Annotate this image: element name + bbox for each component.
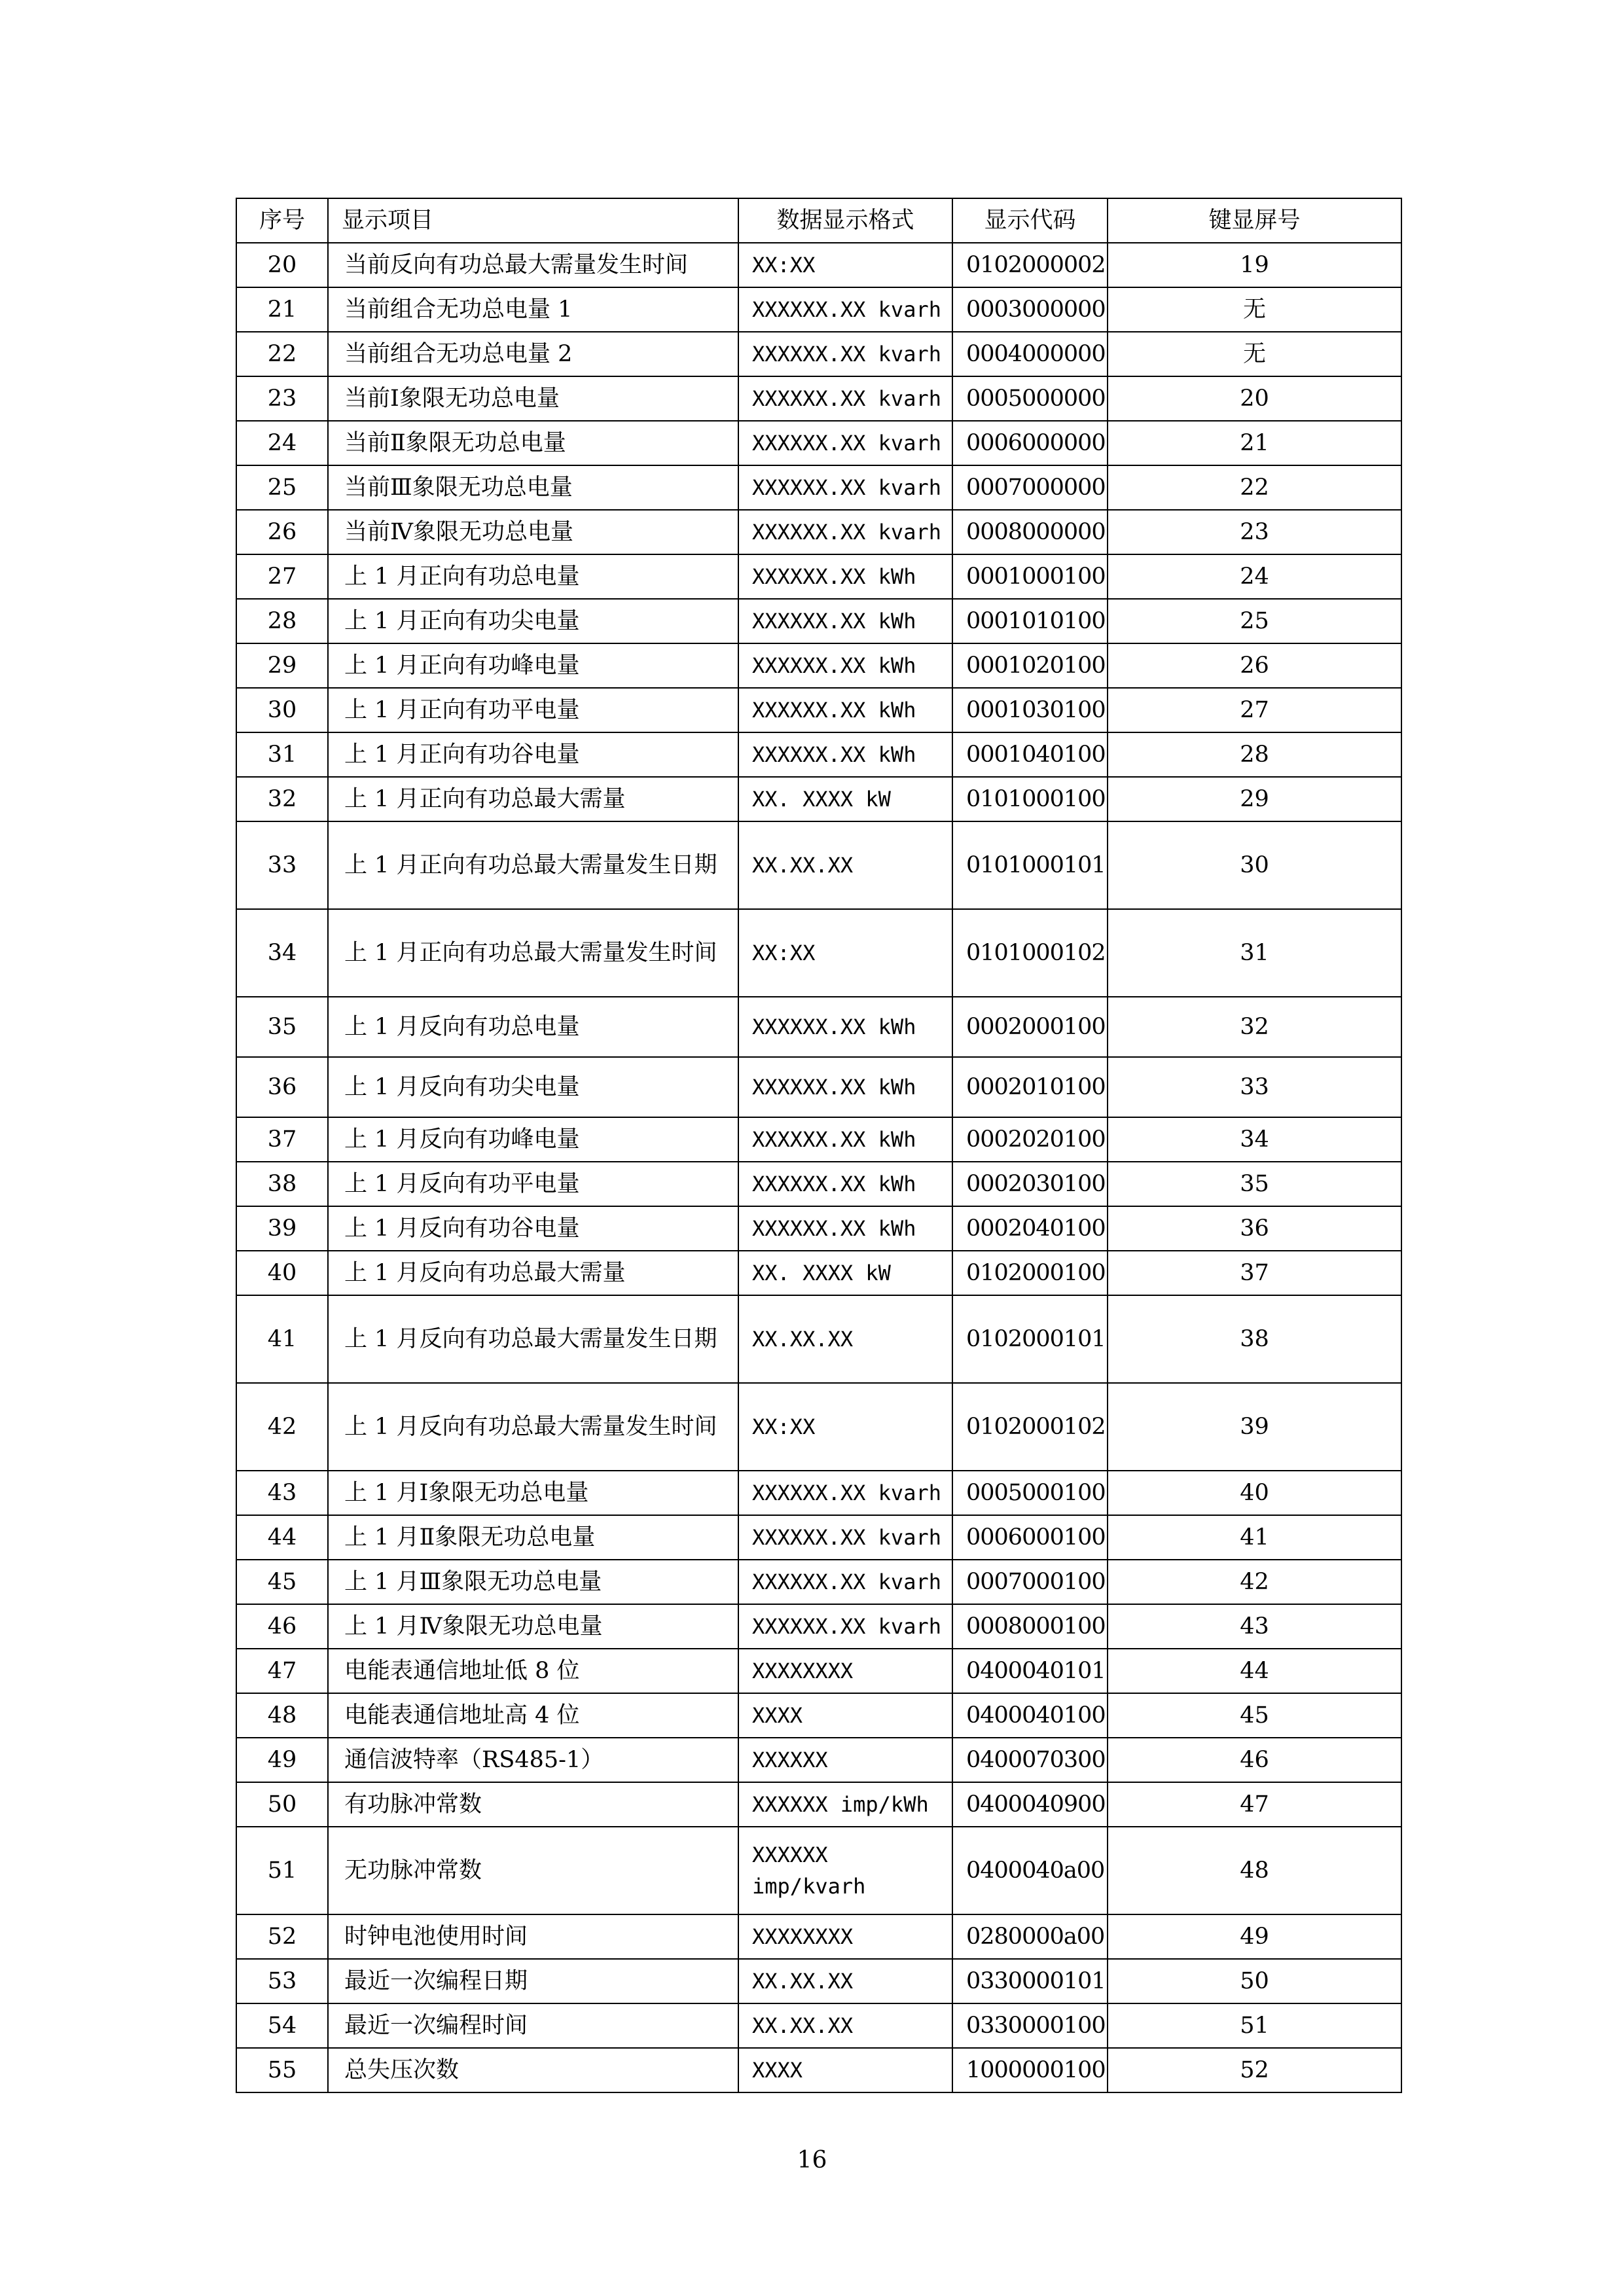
cell-item: 上 1 月反向有功平电量 xyxy=(328,1162,738,1206)
table-row xyxy=(236,1251,1401,1295)
cell-item: 上 1 月Ⅱ象限无功总电量 xyxy=(328,1515,738,1560)
cell-no: 51 xyxy=(236,1827,328,1914)
header-format: 数据显示格式 xyxy=(738,198,952,243)
cell-key: 19 xyxy=(1108,243,1401,287)
cell-key: 38 xyxy=(1108,1295,1401,1383)
cell-no: 49 xyxy=(236,1738,328,1782)
cell-no: 32 xyxy=(236,777,328,821)
table-row xyxy=(236,421,1401,465)
cell-item: 上 1 月正向有功谷电量 xyxy=(328,732,738,777)
cell-format: XXXXXX.XX kWh xyxy=(738,1206,952,1251)
table-row xyxy=(236,1959,1401,2003)
cell-code: 0006000000 xyxy=(952,421,1108,465)
cell-format: XXXXXX.XX kvarh xyxy=(738,421,952,465)
cell-format: XX. XXXX kW xyxy=(738,777,952,821)
cell-code: 0400040900 xyxy=(952,1782,1108,1827)
cell-item: 上 1 月反向有功总最大需量发生日期 xyxy=(328,1295,738,1383)
cell-code: 0101000101 xyxy=(952,821,1108,909)
cell-key: 35 xyxy=(1108,1162,1401,1206)
table-row xyxy=(236,465,1401,510)
cell-item: 上 1 月反向有功总电量 xyxy=(328,997,738,1057)
table-row xyxy=(236,688,1401,732)
cell-format: XXXX xyxy=(738,1693,952,1738)
table-row xyxy=(236,1117,1401,1162)
cell-code: 0008000000 xyxy=(952,510,1108,554)
cell-format: XXXXXX imp/kvarh xyxy=(738,1827,952,1914)
cell-no: 21 xyxy=(236,287,328,332)
cell-format: XXXXXX.XX kWh xyxy=(738,1117,952,1162)
cell-key: 31 xyxy=(1108,909,1401,997)
cell-key: 25 xyxy=(1108,599,1401,643)
table-row xyxy=(236,1693,1401,1738)
table-row xyxy=(236,1782,1401,1827)
cell-item: 时钟电池使用时间 xyxy=(328,1914,738,1959)
cell-item: 当前Ⅱ象限无功总电量 xyxy=(328,421,738,465)
cell-format: XXXX xyxy=(738,2048,952,2092)
cell-format: XXXXXX.XX kWh xyxy=(738,643,952,688)
cell-item: 电能表通信地址高 4 位 xyxy=(328,1693,738,1738)
cell-format: XXXXXX.XX kvarh xyxy=(738,1515,952,1560)
cell-no: 25 xyxy=(236,465,328,510)
cell-item: 有功脉冲常数 xyxy=(328,1782,738,1827)
cell-no: 38 xyxy=(236,1162,328,1206)
cell-key: 27 xyxy=(1108,688,1401,732)
cell-item: 上 1 月正向有功总最大需量 xyxy=(328,777,738,821)
cell-key: 44 xyxy=(1108,1649,1401,1693)
cell-code: 0280000a00 xyxy=(952,1914,1108,1959)
cell-format: XX:XX xyxy=(738,909,952,997)
cell-code: 0001030100 xyxy=(952,688,1108,732)
cell-key: 45 xyxy=(1108,1693,1401,1738)
cell-key: 29 xyxy=(1108,777,1401,821)
cell-no: 43 xyxy=(236,1471,328,1515)
cell-code: 0002040100 xyxy=(952,1206,1108,1251)
cell-code: 0400070300 xyxy=(952,1738,1108,1782)
cell-code: 0002000100 xyxy=(952,997,1108,1057)
cell-item: 当前Ⅰ象限无功总电量 xyxy=(328,376,738,421)
cell-format: XXXXXX.XX kvarh xyxy=(738,1560,952,1604)
cell-format: XXXXXX.XX kWh xyxy=(738,554,952,599)
table-row xyxy=(236,1515,1401,1560)
cell-no: 50 xyxy=(236,1782,328,1827)
cell-key: 40 xyxy=(1108,1471,1401,1515)
cell-no: 26 xyxy=(236,510,328,554)
cell-no: 48 xyxy=(236,1693,328,1738)
cell-key: 47 xyxy=(1108,1782,1401,1827)
cell-no: 46 xyxy=(236,1604,328,1649)
cell-no: 34 xyxy=(236,909,328,997)
table-row xyxy=(236,287,1401,332)
cell-format: XXXXXX.XX kWh xyxy=(738,732,952,777)
cell-key: 43 xyxy=(1108,1604,1401,1649)
cell-item: 上 1 月反向有功总最大需量发生时间 xyxy=(328,1383,738,1471)
cell-item: 最近一次编程时间 xyxy=(328,2003,738,2048)
cell-item: 当前Ⅳ象限无功总电量 xyxy=(328,510,738,554)
cell-key: 无 xyxy=(1108,332,1401,376)
cell-format: XXXXXX.XX kvarh xyxy=(738,465,952,510)
cell-no: 27 xyxy=(236,554,328,599)
cell-no: 47 xyxy=(236,1649,328,1693)
cell-format: XX:XX xyxy=(738,243,952,287)
table-row xyxy=(236,599,1401,643)
table-row xyxy=(236,1206,1401,1251)
cell-format: XXXXXX imp/kWh xyxy=(738,1782,952,1827)
cell-item: 电能表通信地址低 8 位 xyxy=(328,1649,738,1693)
header-item: 显示项目 xyxy=(328,198,738,243)
cell-item: 上 1 月正向有功平电量 xyxy=(328,688,738,732)
cell-item: 无功脉冲常数 xyxy=(328,1827,738,1914)
table-row xyxy=(236,1914,1401,1959)
cell-item: 上 1 月反向有功总最大需量 xyxy=(328,1251,738,1295)
cell-key: 50 xyxy=(1108,1959,1401,2003)
cell-code: 0101000102 xyxy=(952,909,1108,997)
cell-no: 54 xyxy=(236,2003,328,2048)
cell-key: 39 xyxy=(1108,1383,1401,1471)
cell-no: 35 xyxy=(236,997,328,1057)
cell-no: 41 xyxy=(236,1295,328,1383)
cell-format: XXXXXX.XX kWh xyxy=(738,1057,952,1117)
cell-item: 上 1 月反向有功谷电量 xyxy=(328,1206,738,1251)
cell-code: 0400040a00 xyxy=(952,1827,1108,1914)
cell-code: 0002030100 xyxy=(952,1162,1108,1206)
table-row xyxy=(236,732,1401,777)
cell-key: 42 xyxy=(1108,1560,1401,1604)
cell-format: XXXXXX.XX kWh xyxy=(738,599,952,643)
cell-key: 46 xyxy=(1108,1738,1401,1782)
cell-code: 0005000100 xyxy=(952,1471,1108,1515)
cell-item: 当前组合无功总电量 2 xyxy=(328,332,738,376)
cell-code: 0330000100 xyxy=(952,2003,1108,2048)
cell-no: 44 xyxy=(236,1515,328,1560)
cell-no: 23 xyxy=(236,376,328,421)
cell-no: 29 xyxy=(236,643,328,688)
table-row xyxy=(236,1604,1401,1649)
table-row xyxy=(236,1162,1401,1206)
cell-format: XXXXXX.XX kvarh xyxy=(738,332,952,376)
cell-no: 36 xyxy=(236,1057,328,1117)
cell-code: 0003000000 xyxy=(952,287,1108,332)
cell-no: 20 xyxy=(236,243,328,287)
cell-format: XX.XX.XX xyxy=(738,821,952,909)
cell-key: 26 xyxy=(1108,643,1401,688)
table-row xyxy=(236,376,1401,421)
cell-key: 37 xyxy=(1108,1251,1401,1295)
cell-item: 总失压次数 xyxy=(328,2048,738,2092)
cell-key: 30 xyxy=(1108,821,1401,909)
cell-format: XX.XX.XX xyxy=(738,1295,952,1383)
cell-code: 0400040100 xyxy=(952,1693,1108,1738)
cell-code: 0101000100 xyxy=(952,777,1108,821)
table-row xyxy=(236,643,1401,688)
table-row xyxy=(236,510,1401,554)
table-row xyxy=(236,821,1401,909)
cell-key: 34 xyxy=(1108,1117,1401,1162)
table-row xyxy=(236,1057,1401,1117)
cell-code: 0102000102 xyxy=(952,1383,1108,1471)
cell-item: 当前反向有功总最大需量发生时间 xyxy=(328,243,738,287)
cell-code: 0006000100 xyxy=(952,1515,1108,1560)
cell-format: XXXXXX.XX kWh xyxy=(738,688,952,732)
cell-code: 0007000100 xyxy=(952,1560,1108,1604)
cell-format: XXXXXX.XX kvarh xyxy=(738,376,952,421)
table-row xyxy=(236,909,1401,997)
cell-format: XXXXXX.XX kvarh xyxy=(738,1604,952,1649)
table-row xyxy=(236,243,1401,287)
table-row xyxy=(236,1649,1401,1693)
cell-key: 32 xyxy=(1108,997,1401,1057)
cell-no: 53 xyxy=(236,1959,328,2003)
table-row xyxy=(236,997,1401,1057)
cell-code: 0102000101 xyxy=(952,1295,1108,1383)
cell-key: 21 xyxy=(1108,421,1401,465)
table-row xyxy=(236,332,1401,376)
cell-item: 通信波特率（RS485-1） xyxy=(328,1738,738,1782)
cell-item: 当前组合无功总电量 1 xyxy=(328,287,738,332)
cell-format: XX. XXXX kW xyxy=(738,1251,952,1295)
cell-format: XXXXXX.XX kvarh xyxy=(738,1471,952,1515)
cell-code: 0005000000 xyxy=(952,376,1108,421)
page-number: 16 xyxy=(797,2147,827,2174)
cell-key: 28 xyxy=(1108,732,1401,777)
cell-key: 24 xyxy=(1108,554,1401,599)
cell-item: 上 1 月正向有功尖电量 xyxy=(328,599,738,643)
cell-format: XXXXXXXX xyxy=(738,1649,952,1693)
table-row xyxy=(236,2048,1401,2092)
display-items-table xyxy=(236,198,1402,2093)
cell-code: 0002010100 xyxy=(952,1057,1108,1117)
cell-format: XXXXXX.XX kWh xyxy=(738,1162,952,1206)
cell-item: 上 1 月Ⅲ象限无功总电量 xyxy=(328,1560,738,1604)
cell-item: 上 1 月正向有功总电量 xyxy=(328,554,738,599)
header-no: 序号 xyxy=(236,198,328,243)
cell-code: 0008000100 xyxy=(952,1604,1108,1649)
cell-key: 51 xyxy=(1108,2003,1401,2048)
cell-format: XXXXXXXX xyxy=(738,1914,952,1959)
cell-key: 22 xyxy=(1108,465,1401,510)
table-body xyxy=(236,243,1401,2092)
cell-key: 20 xyxy=(1108,376,1401,421)
cell-no: 33 xyxy=(236,821,328,909)
table-header-row xyxy=(236,198,1401,243)
cell-key: 52 xyxy=(1108,2048,1401,2092)
cell-key: 36 xyxy=(1108,1206,1401,1251)
table-row xyxy=(236,1295,1401,1383)
cell-no: 42 xyxy=(236,1383,328,1471)
cell-no: 24 xyxy=(236,421,328,465)
table-row xyxy=(236,1471,1401,1515)
cell-key: 41 xyxy=(1108,1515,1401,1560)
cell-item: 上 1 月反向有功峰电量 xyxy=(328,1117,738,1162)
cell-no: 37 xyxy=(236,1117,328,1162)
cell-format: XXXXXX.XX kWh xyxy=(738,997,952,1057)
cell-format: XX.XX.XX xyxy=(738,1959,952,2003)
header-code: 显示代码 xyxy=(952,198,1108,243)
cell-code: 0400040101 xyxy=(952,1649,1108,1693)
cell-format: XXXXXX.XX kvarh xyxy=(738,510,952,554)
cell-code: 0004000000 xyxy=(952,332,1108,376)
table-row xyxy=(236,554,1401,599)
cell-no: 31 xyxy=(236,732,328,777)
cell-code: 0001020100 xyxy=(952,643,1108,688)
cell-no: 52 xyxy=(236,1914,328,1959)
cell-no: 45 xyxy=(236,1560,328,1604)
header-key: 键显屏号 xyxy=(1108,198,1401,243)
table-row xyxy=(236,1383,1401,1471)
table-row xyxy=(236,2003,1401,2048)
cell-no: 28 xyxy=(236,599,328,643)
cell-no: 55 xyxy=(236,2048,328,2092)
table-row xyxy=(236,1738,1401,1782)
cell-code: 0007000000 xyxy=(952,465,1108,510)
cell-code: 0001000100 xyxy=(952,554,1108,599)
cell-code: 0001040100 xyxy=(952,732,1108,777)
table-row xyxy=(236,777,1401,821)
cell-code: 0001010100 xyxy=(952,599,1108,643)
cell-format: XXXXXX xyxy=(738,1738,952,1782)
cell-code: 1000000100 xyxy=(952,2048,1108,2092)
cell-key: 48 xyxy=(1108,1827,1401,1914)
table-row xyxy=(236,1560,1401,1604)
cell-item: 上 1 月Ⅰ象限无功总电量 xyxy=(328,1471,738,1515)
cell-format: XX.XX.XX xyxy=(738,2003,952,2048)
cell-item: 上 1 月正向有功总最大需量发生时间 xyxy=(328,909,738,997)
cell-item: 上 1 月正向有功总最大需量发生日期 xyxy=(328,821,738,909)
cell-item: 最近一次编程日期 xyxy=(328,1959,738,2003)
cell-no: 22 xyxy=(236,332,328,376)
cell-key: 33 xyxy=(1108,1057,1401,1117)
cell-format: XXXXXX.XX kvarh xyxy=(738,287,952,332)
cell-code: 0330000101 xyxy=(952,1959,1108,2003)
cell-code: 0002020100 xyxy=(952,1117,1108,1162)
cell-item: 上 1 月反向有功尖电量 xyxy=(328,1057,738,1117)
cell-no: 30 xyxy=(236,688,328,732)
cell-format: XX:XX xyxy=(738,1383,952,1471)
cell-no: 39 xyxy=(236,1206,328,1251)
cell-code: 0102000100 xyxy=(952,1251,1108,1295)
cell-key: 49 xyxy=(1108,1914,1401,1959)
cell-code: 0102000002 xyxy=(952,243,1108,287)
cell-item: 当前Ⅲ象限无功总电量 xyxy=(328,465,738,510)
cell-item: 上 1 月Ⅳ象限无功总电量 xyxy=(328,1604,738,1649)
cell-key: 23 xyxy=(1108,510,1401,554)
cell-item: 上 1 月正向有功峰电量 xyxy=(328,643,738,688)
cell-no: 40 xyxy=(236,1251,328,1295)
table-row xyxy=(236,1827,1401,1914)
cell-key: 无 xyxy=(1108,287,1401,332)
